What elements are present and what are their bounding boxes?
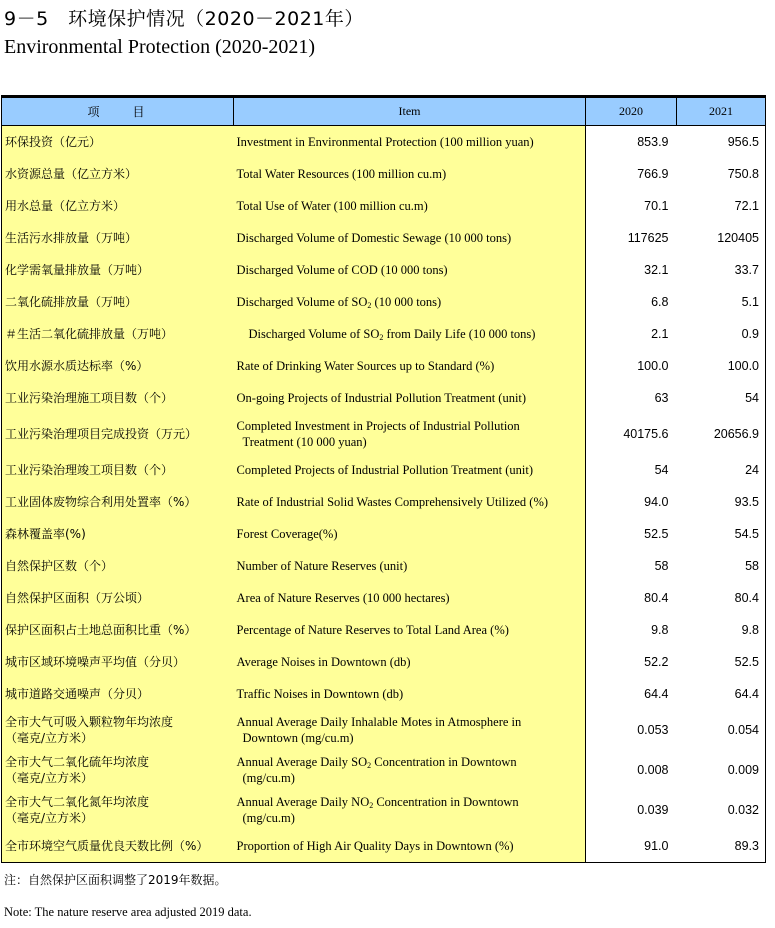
row-label-en [234, 750, 586, 790]
value-2021: 80.4 [677, 582, 766, 614]
value-2020: 117625 [586, 222, 677, 254]
subscript: 2 [367, 761, 372, 770]
row-label-cn [2, 790, 234, 830]
value-2020: 766.9 [586, 158, 677, 190]
label-line-2: (mg/cu.m) [242, 771, 295, 785]
label-line-1: 全市大气二氧化硫年均浓度 [5, 755, 150, 769]
footnote-en: Note: The nature reserve area adjusted 2019 data. [4, 905, 252, 919]
value-2020: 0.008 [586, 750, 677, 790]
label-line-2: (mg/cu.m) [242, 811, 295, 825]
row-label-cn [2, 750, 234, 790]
header-2021: 2021 [677, 97, 766, 126]
value-2021: 750.8 [677, 158, 766, 190]
table-row [2, 350, 766, 382]
row-label-cn: 保护区面积占土地总面积比重（%） [2, 614, 234, 646]
row-label-cn: 二氧化硫排放量（万吨） [2, 286, 234, 318]
value-2021: 9.8 [677, 614, 766, 646]
value-2020: 64.4 [586, 678, 677, 710]
value-2021: 956.5 [677, 126, 766, 159]
header-row [2, 97, 766, 126]
row-label-en: Number of Nature Reserves (unit) [234, 550, 586, 582]
row-label-cn [2, 710, 234, 750]
table-row [2, 382, 766, 414]
table-row [2, 750, 766, 790]
row-label-en: Traffic Noises in Downtown (db) [234, 678, 586, 710]
table-row [2, 318, 766, 350]
label-text: Concentration in Downtown [371, 755, 517, 769]
label-line-1: 全市大气可吸入颗粒物年均浓度 [5, 715, 174, 729]
label-line-1: Completed Investment in Projects of Industrial Pollution [236, 419, 520, 433]
row-label-cn: 水资源总量（亿立方米） [2, 158, 234, 190]
table-row [2, 646, 766, 678]
row-label-en: Completed Projects of Industrial Pollution Treatment (unit) [234, 454, 586, 486]
table-row [2, 158, 766, 190]
value-2020: 91.0 [586, 830, 677, 863]
row-label-cn: 工业污染治理竣工项目数（个） [2, 454, 234, 486]
value-2020: 6.8 [586, 286, 677, 318]
label-text: Annual Average Daily SO [236, 755, 368, 769]
row-label-en: Total Use of Water (100 million cu.m) [234, 190, 586, 222]
value-2021: 20656.9 [677, 414, 766, 454]
row-label-en [234, 710, 586, 750]
row-label-en: Total Water Resources (100 million cu.m) [234, 158, 586, 190]
table-row [2, 486, 766, 518]
table-row [2, 126, 766, 159]
value-2021: 120405 [677, 222, 766, 254]
table-row [2, 678, 766, 710]
value-2021: 100.0 [677, 350, 766, 382]
label-text: Discharged Volume of SO [248, 327, 380, 341]
table-row [2, 222, 766, 254]
table-row [2, 550, 766, 582]
header-2020: 2020 [586, 97, 677, 126]
value-2021: 0.032 [677, 790, 766, 830]
row-label-cn: 自然保护区数（个） [2, 550, 234, 582]
value-2020: 80.4 [586, 582, 677, 614]
value-2020: 70.1 [586, 190, 677, 222]
value-2021: 0.009 [677, 750, 766, 790]
page-title-en: Environmental Protection (2020-2021) [4, 36, 316, 58]
row-label-cn: ＃生活二氧化硫排放量（万吨） [2, 318, 234, 350]
label-text: from Daily Life (10 000 tons) [383, 327, 536, 341]
value-2021: 5.1 [677, 286, 766, 318]
label-line-1: 全市大气二氧化氮年均浓度 [5, 795, 150, 809]
table-row [2, 518, 766, 550]
table-row [2, 414, 766, 454]
page-title-cn: 9－5 环境保护情况（2020－2021年） [4, 8, 364, 30]
row-label-en: Average Noises in Downtown (db) [234, 646, 586, 678]
label-line-2: （毫克/立方米） [5, 771, 94, 785]
row-label-cn: 用水总量（亿立方米） [2, 190, 234, 222]
row-label-cn: 工业污染治理项目完成投资（万元） [2, 414, 234, 454]
table-row [2, 454, 766, 486]
value-2020: 94.0 [586, 486, 677, 518]
value-2021: 64.4 [677, 678, 766, 710]
label-line-1 [237, 795, 519, 809]
value-2020: 9.8 [586, 614, 677, 646]
row-label-en: Discharged Volume of COD (10 000 tons) [234, 254, 586, 286]
value-2020: 58 [586, 550, 677, 582]
row-label-cn: 生活污水排放量（万吨） [2, 222, 234, 254]
table-row [2, 582, 766, 614]
value-2021: 93.5 [677, 486, 766, 518]
row-label-en: Proportion of High Air Quality Days in Downtown (%) [234, 830, 586, 863]
value-2021: 58 [677, 550, 766, 582]
row-label-en: Discharged Volume of Domestic Sewage (10 000 tons) [234, 222, 586, 254]
row-label-en [234, 790, 586, 830]
row-label-en: Area of Nature Reserves (10 000 hectares) [234, 582, 586, 614]
label-text: Annual Average Daily NO [236, 795, 370, 809]
value-2020: 54 [586, 454, 677, 486]
row-label-en: On-going Projects of Industrial Pollution Treatment (unit) [234, 382, 586, 414]
row-label-cn: 城市区域环境噪声平均值（分贝） [2, 646, 234, 678]
value-2021: 54.5 [677, 518, 766, 550]
table-row [2, 190, 766, 222]
value-2021: 0.054 [677, 710, 766, 750]
environment-table [1, 95, 766, 863]
value-2021: 72.1 [677, 190, 766, 222]
row-label-cn: 自然保护区面积（万公顷） [2, 582, 234, 614]
row-label-cn: 饮用水源水质达标率（%） [2, 350, 234, 382]
table-row [2, 830, 766, 863]
value-2020: 0.039 [586, 790, 677, 830]
label-line-1 [237, 755, 517, 769]
value-2020: 52.2 [586, 646, 677, 678]
header-item-cn: 项 目 [2, 97, 234, 126]
footnote-cn: 注：自然保护区面积调整了2019年数据。 [4, 873, 227, 887]
value-2020: 100.0 [586, 350, 677, 382]
table-row [2, 614, 766, 646]
label-line-2: Downtown (mg/cu.m) [242, 731, 354, 745]
value-2020: 32.1 [586, 254, 677, 286]
label-text: Concentration in Downtown [373, 795, 519, 809]
table-row [2, 790, 766, 830]
table-row [2, 286, 766, 318]
row-label-cn: 工业固体废物综合利用处置率（%） [2, 486, 234, 518]
value-2020: 63 [586, 382, 677, 414]
row-label-en: Forest Coverage(%) [234, 518, 586, 550]
label-line-2: Treatment (10 000 yuan) [242, 435, 367, 449]
value-2021: 52.5 [677, 646, 766, 678]
subscript: 2 [369, 801, 374, 810]
label-text: (10 000 tons) [371, 295, 442, 309]
value-2020: 0.053 [586, 710, 677, 750]
row-label-cn: 工业污染治理施工项目数（个） [2, 382, 234, 414]
row-label-en [234, 414, 586, 454]
row-label-en [234, 286, 586, 318]
row-label-cn: 森林覆盖率(%) [2, 518, 234, 550]
row-label-en [234, 318, 586, 350]
value-2020: 2.1 [586, 318, 677, 350]
value-2020: 52.5 [586, 518, 677, 550]
label-text: Discharged Volume of SO [236, 295, 368, 309]
value-2020: 853.9 [586, 126, 677, 159]
header-item-en: Item [234, 97, 586, 126]
table-row [2, 254, 766, 286]
row-label-en: Percentage of Nature Reserves to Total Land Area (%) [234, 614, 586, 646]
label-line-2: （毫克/立方米） [5, 731, 94, 745]
row-label-en: Investment in Environmental Protection (100 million yuan) [234, 126, 586, 159]
subscript: 2 [367, 301, 372, 310]
table-row [2, 710, 766, 750]
value-2021: 24 [677, 454, 766, 486]
row-label-en: Rate of Drinking Water Sources up to Standard (%) [234, 350, 586, 382]
label-line-1: Annual Average Daily Inhalable Motes in Atmosphere in [236, 715, 522, 729]
value-2021: 89.3 [677, 830, 766, 863]
row-label-cn: 化学需氧量排放量（万吨） [2, 254, 234, 286]
value-2021: 54 [677, 382, 766, 414]
subscript: 2 [379, 333, 384, 342]
value-2020: 40175.6 [586, 414, 677, 454]
row-label-cn: 环保投资（亿元） [2, 126, 234, 159]
value-2021: 33.7 [677, 254, 766, 286]
label-line-2: （毫克/立方米） [5, 811, 94, 825]
row-label-cn: 全市环境空气质量优良天数比例（%） [2, 830, 234, 863]
row-label-en: Rate of Industrial Solid Wastes Comprehensively Utilized (%) [234, 486, 586, 518]
row-label-cn: 城市道路交通噪声（分贝） [2, 678, 234, 710]
value-2021: 0.9 [677, 318, 766, 350]
